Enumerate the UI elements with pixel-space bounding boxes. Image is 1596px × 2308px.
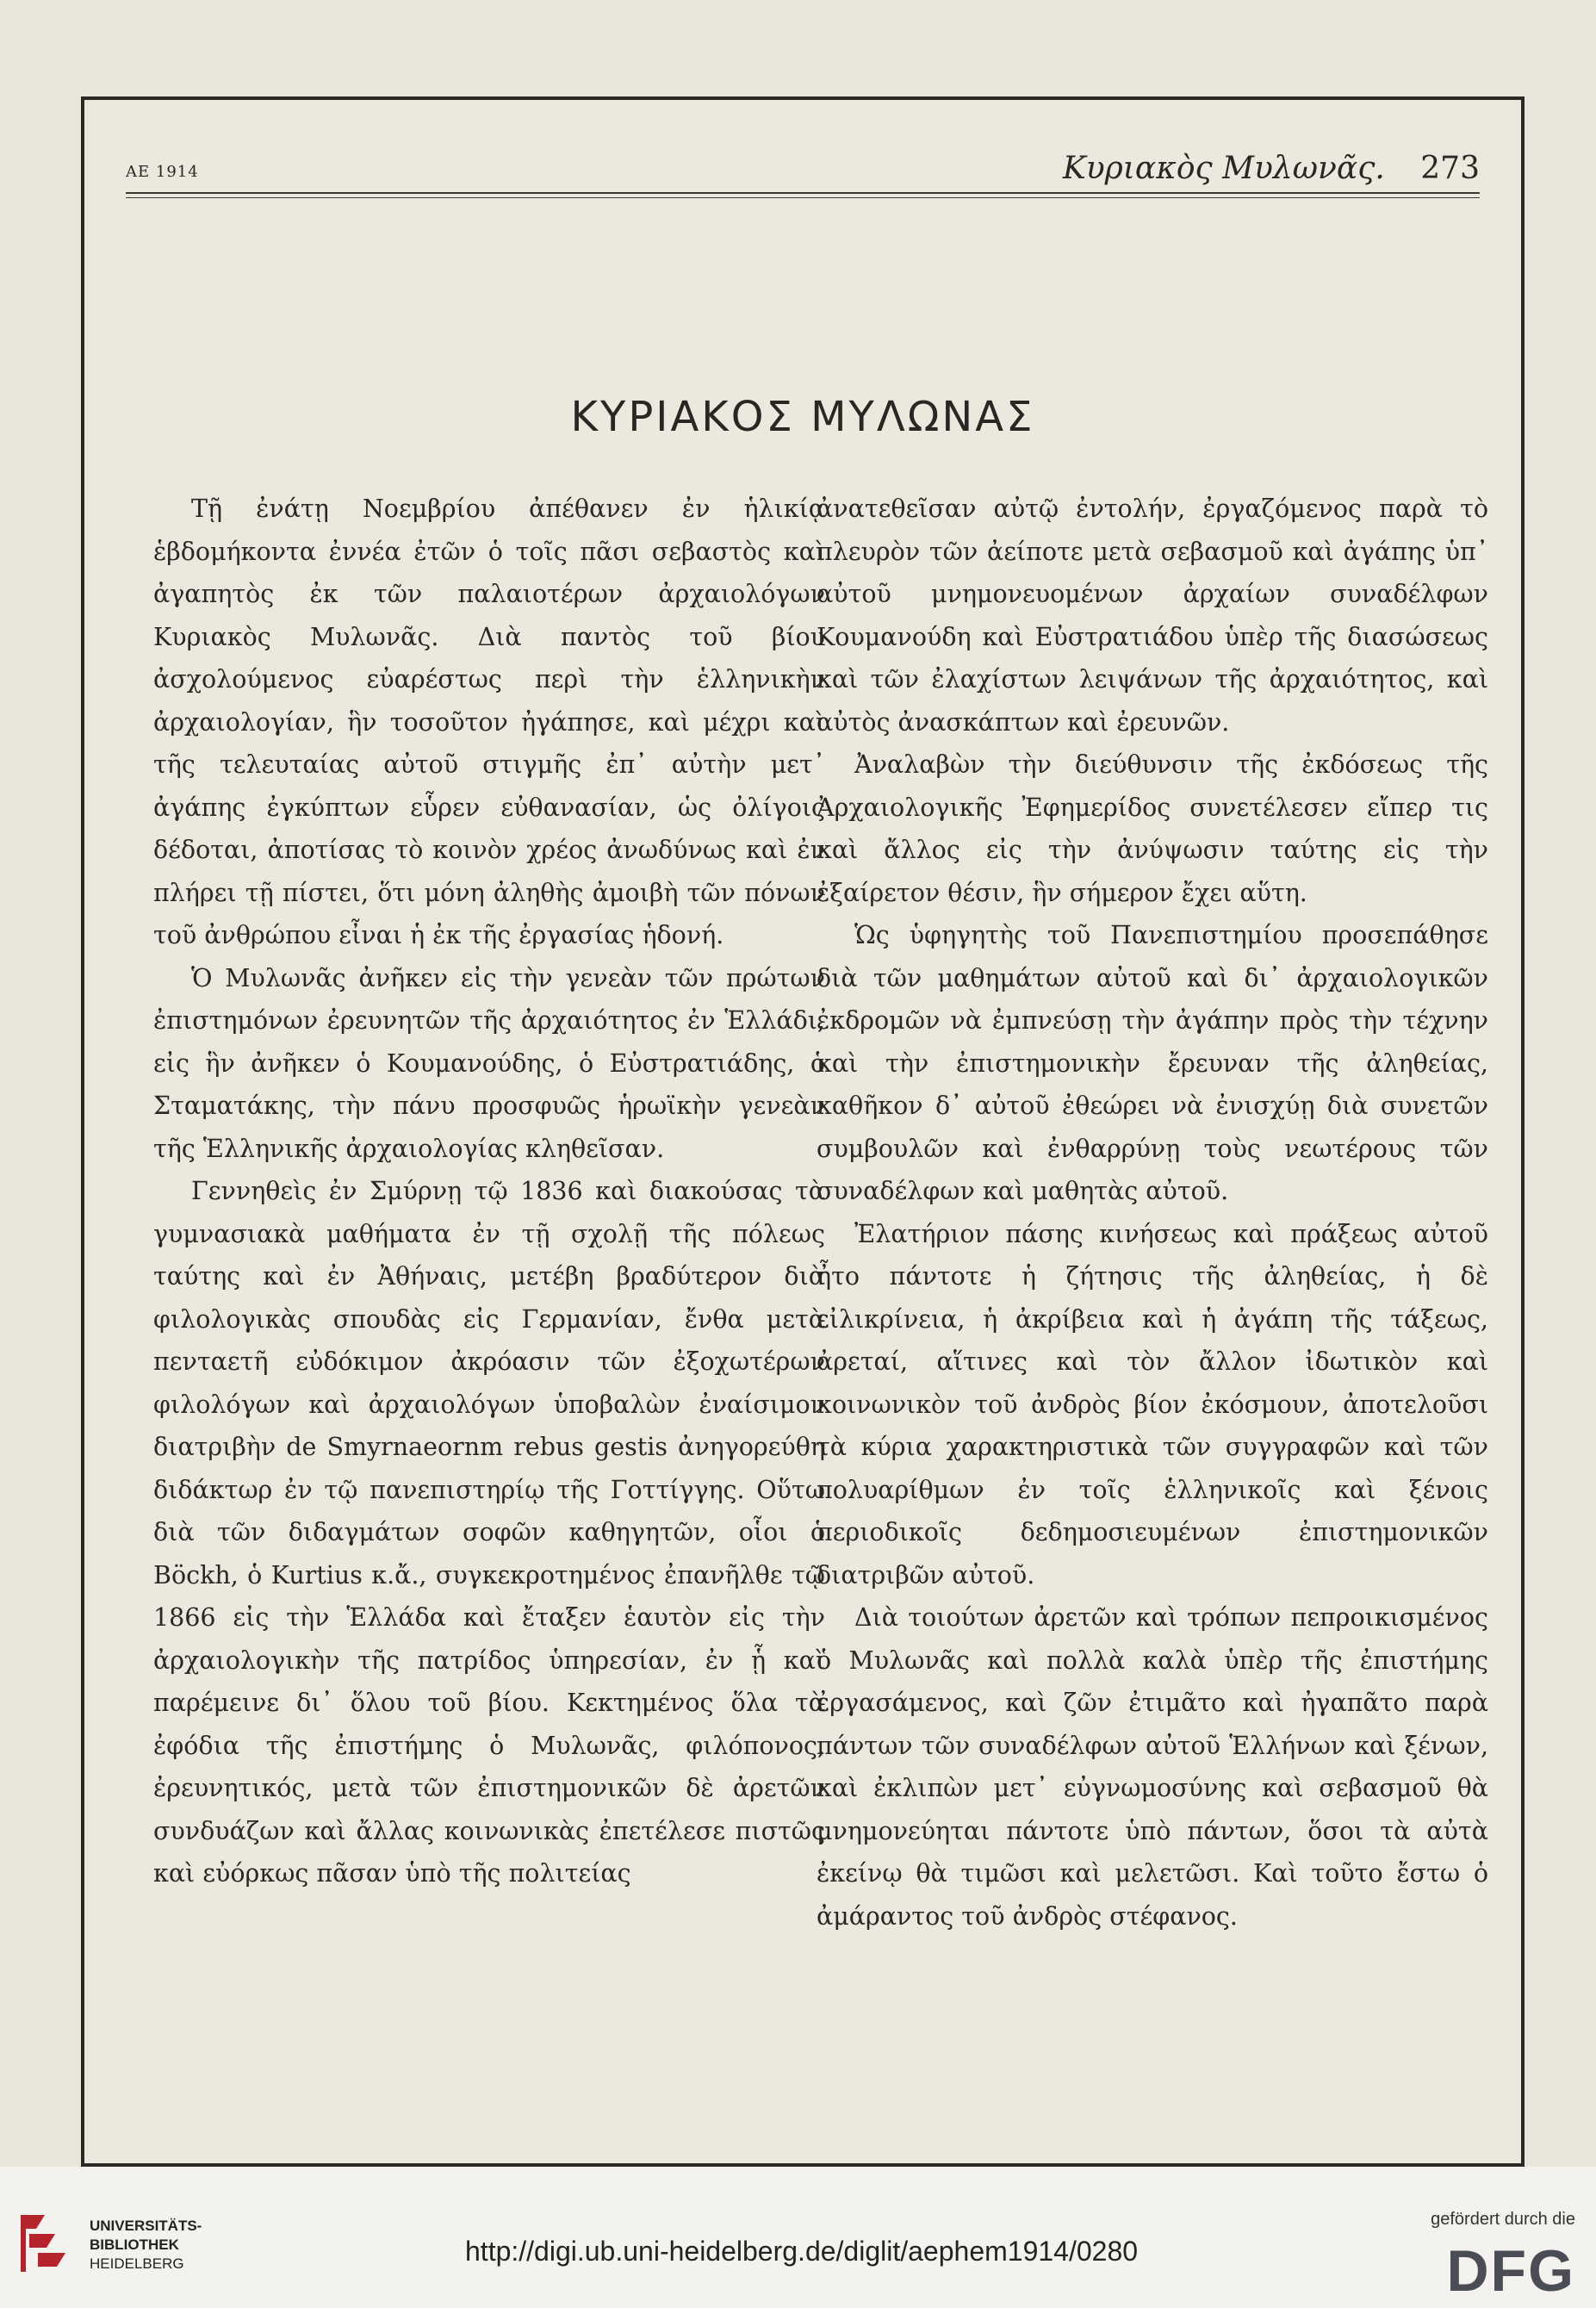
library-name <box>90 2217 202 2274</box>
header-rule <box>126 192 1480 194</box>
paragraph: Ὁ Μυλωνᾶς ἀνῆκεν εἰς τὴν γενεὰν τῶν πρώτων ἐπιστημόνων ἐρευνητῶν τῆς ἀρχαιότητος ἐν Ἑλλάδι, εἰς ἣν ἀνῆκεν ὁ Κουμανούδης, ὁ Εὐστρατιάδης, ὁ Σταματάκης, τὴν πάνυ προσφυῶς ἡρωϊκὴν γενεὰν τῆς Ἑλληνικῆς ἀρχαιολογίας κληθεῖσαν. <box>153 963 825 1163</box>
running-title: Κυριακὸς Μυλωνᾶς. <box>1062 151 1385 186</box>
left-column <box>153 488 825 1895</box>
library-name-line: BIBLIOTHEK <box>90 2236 179 2253</box>
running-header <box>126 145 1480 188</box>
journal-volume-label: ΑΕ 1914 <box>126 163 199 181</box>
right-column <box>817 488 1488 1938</box>
library-name-line: UNIVERSITÄTS- <box>90 2218 202 2234</box>
dfg-logo: DFG <box>1446 2238 1575 2304</box>
scanned-page <box>81 96 1525 2167</box>
paragraph: ἀνατεθεῖσαν αὐτῷ ἐντολήν, ἐργαζόμενος παρὰ τὸ πλευρὸν τῶν ἀείποτε μετὰ σεβασμοῦ καὶ ἀγάπης ὑπ᾿ αὐτοῦ μνημονευομένων ἀρχαίων συναδέλφων Κουμανούδη καὶ Εὐστρατιάδου ὑπὲρ τῆς διασώσεως καὶ τῶν ἐλαχίστων λειψάνων τῆς ἀρχαιότητος, καὶ αὐτὸς ἀνασκάπτων καὶ ἐρευνῶν. <box>817 495 1488 737</box>
paragraph: Ἐλατήριον πάσης κινήσεως καὶ πράξεως αὐτοῦ ἦτο πάντοτε ἡ ζήτησις τῆς ἀληθείας, ἡ δὲ εἰλικρίνεια, ἡ ἀκρίβεια καὶ ἡ ἀγάπη τῆς τάξεως, ἀρεταί, αἵτινες καὶ τὸν ἄλλον ἰδωτικὸν καὶ κοινωνικὸν τοῦ ἀνδρὸς βίον ἐκόσμουν, ἀποτελοῦσι τὰ κύρια χαρακτηριστικὰ τῶν συγγραφῶν καὶ τῶν πολυαρίθμων ἐν τοῖς ἑλληνικοῖς καὶ ξένοις περιοδικοῖς δεδημοσιευμένων ἐπιστημονικῶν διατριβῶν αὐτοῦ. <box>817 1219 1488 1589</box>
paragraph: Ἀναλαβὼν τὴν διεύθυνσιν τῆς ἐκδόσεως τῆς Ἀρχαιολογικῆς Ἐφημερίδος συνετέλεσεν εἴπερ τις καὶ ἄλλος εἰς τὴν ἀνύψωσιν ταύτης εἰς τὴν ἐξαίρετον θέσιν, ἣν σήμερον ἔχει αὕτη. <box>817 750 1488 907</box>
university-library-logo-icon <box>17 2210 69 2277</box>
funding-caption: gefördert durch die <box>1431 2210 1575 2229</box>
header-right <box>1063 151 1480 186</box>
digitization-footer <box>0 2167 1596 2308</box>
permalink-url[interactable]: http://digi.ub.uni-heidelberg.de/diglit/aephem1914/0280 <box>465 2236 1139 2267</box>
paragraph: Τῇ ἐνάτῃ Νοεμβρίου ἀπέθανεν ἐν ἡλικίᾳ ἑβδομήκοντα ἐννέα ἐτῶν ὁ τοῖς πᾶσι σεβαστὸς καὶ ἀγαπητὸς ἐκ τῶν παλαιοτέρων ἀρχαιολόγων Κυριακὸς Μυλωνᾶς. Διὰ παντὸς τοῦ βίου ἀσχολούμενος εὐαρέστως περὶ τὴν ἑλληνικὴν ἀρχαιολογίαν, ἣν τοσοῦτον ἠγάπησε, καὶ μέχρι καὶ τῆς τελευταίας αὐτοῦ στιγμῆς ἐπ᾿ αὐτὴν μετ᾿ ἀγάπης ἐγκύπτων εὗρεν εὐθανασίαν, ὡς ὀλίγοις δέδοται, ἀποτίσας τὸ κοινὸν χρέος ἀνωδύνως καὶ ἐν πλήρει τῇ πίστει, ὅτι μόνη ἀληθὴς ἀμοιβὴ τῶν πόνων τοῦ ἀνθρώπου εἶναι ἡ ἐκ τῆς ἐργασίας ἡδονή. <box>153 495 825 949</box>
paragraph: Διὰ τοιούτων ἀρετῶν καὶ τρόπων πεπροικισμένος ὁ Μυλωνᾶς καὶ πολλὰ καλὰ ὑπὲρ τῆς ἐπιστήμης ἐργασάμενος, καὶ ζῶν ἐτιμᾶτο καὶ ἠγαπᾶτο παρὰ πάντων τῶν συναδέλφων αὐτοῦ Ἑλλήνων καὶ ξένων, καὶ ἐκλιπὼν μετ᾿ εὐγνωμοσύνης καὶ σεβασμοῦ θὰ μνημονεύηται πάντοτε ὑπὸ πάντων, ὅσοι τὰ αὐτὰ ἐκείνῳ θὰ τιμῶσι καὶ μελετῶσι. Καὶ τοῦτο ἔστω ὁ ἀμάραντος τοῦ ἀνδρὸς στέφανος. <box>817 1603 1488 1931</box>
article-title: ΚΥΡΙΑΚΟΣ ΜΥΛΩΝΑΣ <box>570 393 1035 442</box>
library-name-line: HEIDELBERG <box>90 2255 184 2272</box>
header-rule-thin <box>126 197 1480 198</box>
page-number: 273 <box>1420 151 1480 186</box>
paragraph: Ὡς ὑφηγητὴς τοῦ Πανεπιστημίου προσεπάθησε διὰ τῶν μαθημάτων αὐτοῦ καὶ δι᾿ ἀρχαιολογικῶν ἐκδρομῶν νὰ ἐμπνεύσῃ τὴν ἀγάπην πρὸς τὴν τέχνην καὶ τὴν ἐπιστημονικὴν ἔρευναν τῆς ἀληθείας, καθῆκον δ᾿ αὐτοῦ ἐθεώρει νὰ ἐνισχύῃ διὰ συνετῶν συμβουλῶν καὶ ἐνθαρρύνῃ τοὺς νεωτέρους τῶν συναδέλφων καὶ μαθητὰς αὐτοῦ. <box>817 921 1488 1205</box>
paragraph: Γεννηθεὶς ἐν Σμύρνῃ τῷ 1836 καὶ διακούσας τὰ γυμνασιακὰ μαθήματα ἐν τῇ σχολῇ τῆς πόλεως ταύτης καὶ ἐν Ἀθήναις, μετέβη βραδύτερον διὰ φιλολογικὰς σπουδὰς εἰς Γερμανίαν, ἔνθα μετὰ πενταετῆ εὐδόκιμον ἀκρόασιν τῶν ἐξοχωτέρων φιλολόγων καὶ ἀρχαιολόγων ὑποβαλὼν ἐναίσιμον διατριβὴν de Smyrnaeornm rebus gestis ἀνηγορεύθη διδάκτωρ ἐν τῷ πανεπιστηρίῳ τῆς Γοττίγγης. Οὕτω διὰ τῶν διδαγμάτων σοφῶν καθηγητῶν, οἷοι ὁ Böckh, ὁ Kurtius κ.ἄ., συγκεκροτημένος ἐπανῆλθε τῷ 1866 εἰς τὴν Ἑλλάδα καὶ ἔταξεν ἑαυτὸν εἰς τὴν ἀρχαιολογικὴν τῆς πατρίδος ὑπηρεσίαν, ἐν ᾗ καὶ παρέμεινε δι᾿ ὅλου τοῦ βίου. Κεκτημένος ὅλα τὰ ἐφόδια τῆς ἐπιστήμης ὁ Μυλωνᾶς, φιλόπονος, ἐρευνητικός, μετὰ τῶν ἐπιστημονικῶν δὲ ἀρετῶν συνδυάζων καὶ ἄλλας κοινωνικὰς ἐπετέλεσε πιστῶς καὶ εὐόρκως πᾶσαν ὑπὸ τῆς πολιτείας <box>153 1177 825 1888</box>
